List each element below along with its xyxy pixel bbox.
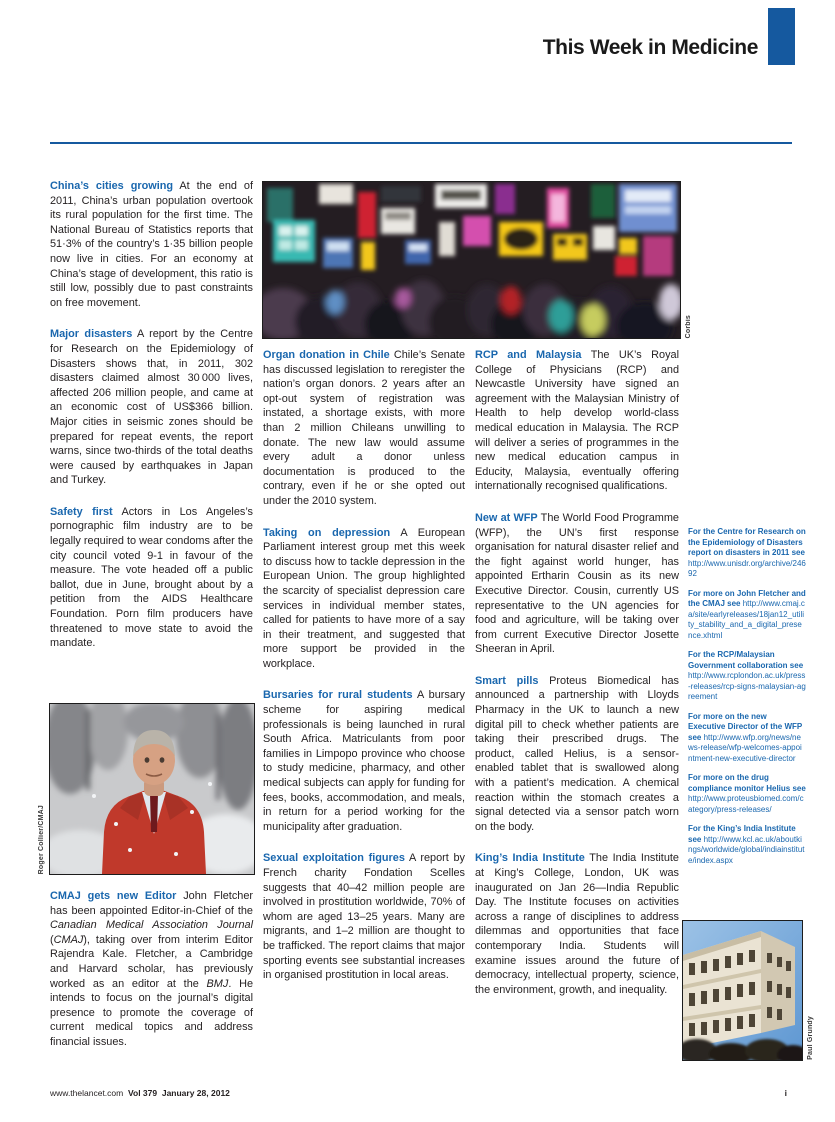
footer-volume: Vol 379 (127, 1088, 158, 1098)
story-body-segment: . He intends to focus on the journal’s digital presence to promote the coverage of current medical topics and address financial issues. (50, 977, 254, 1048)
news-story (50, 889, 253, 1050)
john-fletcher-photo (38, 703, 255, 875)
news-story (475, 348, 679, 494)
news-story (263, 526, 465, 672)
header-rule (50, 142, 792, 144)
kings-college-building-photo-image (683, 921, 802, 1060)
story-headline: RCP and Malaysia (475, 349, 582, 361)
photo-credit: Corbis (685, 314, 692, 338)
news-story (263, 348, 465, 509)
sidebar-note-url[interactable]: http://www.wfp.org/news/news-release/wfp-welcomes-appointment-new-executive-director (688, 732, 802, 763)
news-story (50, 327, 253, 488)
sidebar-note-url[interactable]: http://www.kcl.ac.uk/aboutkings/worldwide/global/indiainstitute/index.aspx (688, 834, 805, 865)
news-story (263, 688, 465, 834)
story-body-segment: A bursary scheme for aspiring medical professionals is being launched in rural South Africa. Matriculants from poor families in Limpopo province who choose to study medicine, pharmacy, and other medical subjects can apply for funding for fees, books, accommodation, and meals, in return for a period working for the municipality after graduation. (263, 689, 465, 833)
story-body-segment: ( (50, 933, 54, 946)
news-story (263, 851, 465, 982)
story-body-segment: CMAJ (53, 933, 84, 946)
sidebar-note (688, 650, 806, 703)
story-headline: Taking on depression (263, 526, 391, 539)
page-footer (50, 1088, 792, 1098)
story-headline: Major disasters (50, 328, 133, 341)
column-2 (263, 348, 465, 1000)
sidebar-note-label: For the Centre for Research on the Epidemiology of Disasters report on disasters in 2011 see (688, 527, 806, 557)
news-story (475, 511, 679, 657)
story-body-segment: John Fletcher has been appointed Editor-in-Chief of the (50, 890, 254, 917)
sidebar-links (688, 527, 806, 875)
story-headline: Sexual exploitation figures (263, 852, 405, 865)
story-headline: China’s cities growing (50, 180, 174, 192)
photo-credit: Roger Collier/CMAJ (38, 804, 45, 874)
column-1-bottom (50, 889, 253, 1067)
corner-accent-bar (768, 8, 795, 65)
story-body-segment: A European Parliament interest group met this week to discuss how to tackle depression in the European Union. The group highlighted the scarcity of specialist depression care services in individual member states, called for patients to have more of a say in their treatment, and suggested that more support be provided in the workplace. (263, 526, 466, 670)
sidebar-note (688, 527, 806, 580)
news-story (475, 674, 679, 835)
sidebar-note (688, 712, 806, 765)
footer-page-number: i (784, 1088, 787, 1098)
sidebar-note-label: For more on the drug compliance monitor Helius see (688, 773, 806, 793)
story-body-segment: Chile’s Senate has discussed legislation to reregister the nation’s organ donors. 2 years after an opt-out system of registration was instated, a shortage exists, with more than 2 million Chileans unwilling to donate. The new law would assume every adult a donor unless documentation is produced to the contrary, even if he or she opted out under the 2010 system. (263, 349, 466, 507)
sidebar-note (688, 589, 806, 642)
john-fletcher-photo-image (50, 704, 254, 874)
story-body-segment: Canadian Medical Association Journal (50, 919, 253, 932)
news-story (50, 179, 253, 310)
street-crowd-photo (262, 181, 692, 339)
news-story (50, 505, 253, 651)
sidebar-note-url[interactable]: http://www.proteusbiomed.com/category/press-releases/ (688, 794, 804, 814)
sidebar-note-label: For the King’s India Institute see (688, 824, 796, 844)
story-headline: Smart pills (475, 674, 539, 687)
page-title: This Week in Medicine (542, 36, 758, 59)
sidebar-note-label: For more on John Fletcher and the CMAJ see (688, 588, 806, 608)
story-body-segment: The World Food Programme (WFP), the UN’s first response organisation for natural disaster relief and the fight against world hunger, has appointed Ertharin Cousin as its new Executive Director. Cousin, currently US representative to the UN agencies for food and agriculture, will be taking over from current Executive Director Josette Sheeran in April. (475, 511, 679, 656)
footer-site-url: www.thelancet.com (50, 1088, 124, 1098)
sidebar-note-url[interactable]: http://www.unisdr.org/archive/24692 (688, 558, 806, 578)
story-body-segment: A report by the Centre for Research on the Epidemiology of Disasters shows that, in 2011, 302 disasters claimed almost 30 000 lives, affected 206 million people, and came at an economic cost of US$366 billion. Major cities in seismic zones should be prepared for repeat events, the report warns, since two-thirds of the total deaths were caused by earthquakes in Japan and Turkey. (50, 328, 253, 487)
story-body-segment: BMJ (206, 977, 229, 990)
story-body-segment: Actors in Los Angeles’s pornographic film industry are to be legally required to wear condoms after the city council voted 9-1 in favour of the measure. The vote headed off a public ballot, due in June, brought about by a petition from the AIDS Healthcare Foundation. Porn film producers have threatened to move state to avoid the mandate. (50, 505, 253, 650)
story-headline: King’s India Institute (475, 852, 585, 865)
kings-college-building-photo (682, 920, 814, 1061)
story-body-segment: The UK’s Royal College of Physicians (RCP) and Newcastle University have signed an agreement with the Malaysian Ministry of Health to help develop world-class medical education in Malaysia. The RCP will deliver a series of programmes in the new medical education campus in Educity, Malaysia, eventually offering internationally recognised qualifications. (475, 349, 679, 493)
sidebar-note-label: For the RCP/Malaysian Government collaboration see (688, 650, 804, 670)
sidebar-note (688, 824, 806, 866)
story-headline: CMAJ gets new Editor (50, 890, 177, 902)
story-body-segment: A report by French charity Fondation Scelles suggests that 40–42 million people are involved in prostitution worldwide, 70% of whom are aged 13–25 years. Many are migrants, and 1–2 million are thought to be trafficked. The report claims that major sporting events see substantial increases in organised prostitution in local areas. (263, 852, 465, 982)
story-headline: Safety first (50, 505, 113, 518)
column-1-top (50, 179, 253, 668)
story-headline: Organ donation in Chile (263, 349, 390, 361)
column-3 (475, 348, 679, 1014)
photo-credit: Paul Grundy (807, 1016, 814, 1060)
footer-date: January 28, 2012 (161, 1088, 230, 1098)
sidebar-note-url[interactable]: http://www.cmaj.ca/site/earlyreleases/18jan12_utility_stability_and_a_digital_presence.xhtml (688, 599, 805, 640)
news-story (475, 851, 679, 997)
story-headline: New at WFP (475, 511, 538, 524)
sidebar-note-url[interactable]: http://www.rcplondon.ac.uk/press-releases/rcp-signs-malaysian-agreement (688, 671, 806, 701)
street-crowd-photo-image (263, 182, 680, 338)
story-body-segment: Proteus Biomedical has announced a partnership with Lloyds Pharmacy in the UK to launch a new digital pill to check whether patients are taking their prescribed drugs. The product, called Helius, is a sensor-enabled tablet that is swallowed along with a patient’s medication. A chemical reaction within the stomach creates a signal detected via a sensor patch worn on the body. (475, 674, 679, 833)
story-body-segment: The India Institute at King’s College, London, UK was inaugurated on Jan 26—India Republic Day. The Institute focuses on activities across a range of disciplines to address dilemmas and opportunities that face contemporary India. Students will examine issues around the future of democracy, intellectual property, science, the environment, growth, and inequality. (475, 852, 679, 996)
story-body-segment: At the end of 2011, China’s urban population overtook its rural population for the first time. The National Bureau of Statistics reports that 51·3% of the country’s 1·35 billion people now live in cities. For an economy at China’s stage of development, this ratio is still low, possibly due to past constraints on free movement. (50, 180, 253, 309)
sidebar-note (688, 773, 806, 815)
story-headline: Bursaries for rural students (263, 689, 413, 702)
story-body-segment: ), taking over from interim Editor Rajendra Kale. Fletcher, a Cambridge and Harvard scholar, has previously worked as an editor at the (50, 933, 253, 990)
sidebar-note-label: For more on the new Executive Director of the WFP see (688, 711, 803, 742)
